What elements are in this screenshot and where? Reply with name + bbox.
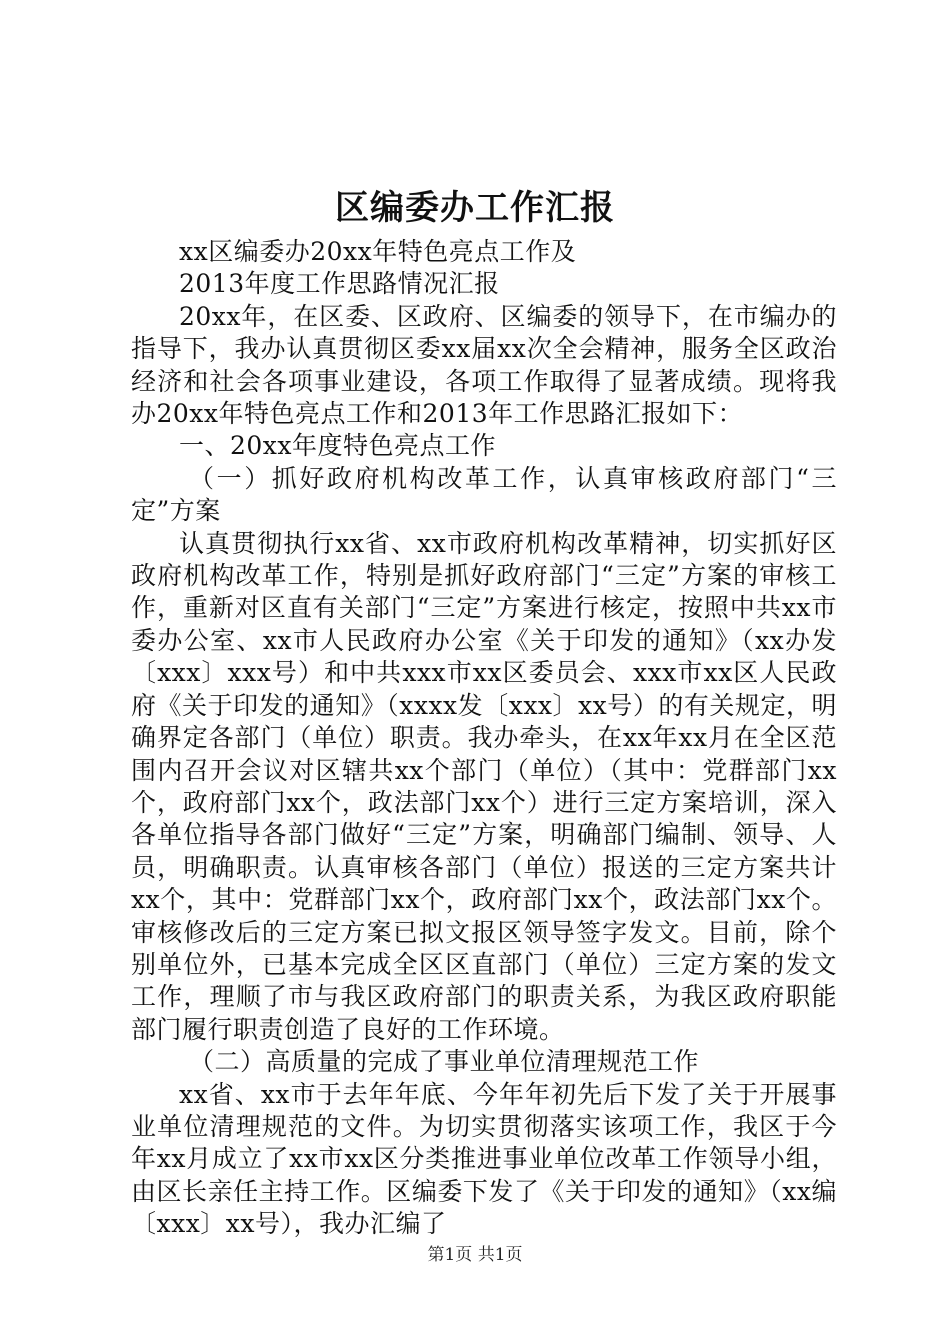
section-heading-1: 一、20xx年度特色亮点工作	[179, 431, 497, 461]
page-number-footer: 第1页 共1页	[427, 1245, 523, 1265]
body-paragraph-1: 认真贯彻执行xx省、xx市政府机构改革精神，切实抓好区政府机构改革工作，特别是抓好政府部门“三定”方案的审核工作，重新对区直有关部门“三定”方案进行核定，按照中共xx市委办公室、xx市人民政府办公室《关于印发的通知》（xx办发〔xxx〕xxx号）和中共xxx市xx区委员会、xxx市xx区人民政府《关于印发的通知》（xxxx发〔xxx〕xx号）的有关规定，明确界定各部门（单位）职责。我办牵头，在xx年xx月在全区范围内召开会议对区辖共xx个部门（单位）（其中：党群部门xx个，政府部门xx个，政法部门xx个）进行三定方案培训，深入各单位指导各部门做好“三定”方案，明确部门编制、领导、人员，明确职责。认真审核各部门（单位）报送的三定方案共计xx个，其中：党群部门xx个，政府部门xx个，政法部门xx个。审核修改后的三定方案已拟文报区领导签字发文。目前，除个别单位外，已基本完成全区区直部门（单位）三定方案的发文工作，理顺了市与我区政府部门的职责关系，为我区政府职能部门履行职责创造了良好的工作环境。	[131, 528, 837, 1044]
intro-paragraph: 20xx年，在区委、区政府、区编委的领导下，在市编办的指导下，我办认真贯彻区委xx届xx次全会精神，服务全区政治经济和社会各项事业建设，各项工作取得了显著成绩。现将我办20xx年特色亮点工作和2013年工作思路汇报如下：	[131, 301, 837, 429]
document-body	[131, 236, 837, 1241]
document-title: 区编委办工作汇报	[335, 188, 615, 228]
subtitle-line-1: xx区编委办20xx年特色亮点工作及	[179, 237, 577, 266]
body-paragraph-2: xx省、xx市于去年年底、今年年初先后下发了关于开展事业单位清理规范的文件。为切实贯彻落实该项工作，我区于今年xx月成立了xx市xx区分类推进事业单位改革工作领导小组，由区长亲任主持工作。区编委下发了《关于印发的通知》（xx编〔xxx〕xx号），我办汇编了	[131, 1079, 837, 1239]
subtitle-line-2: 2013年度工作思路情况汇报	[179, 269, 500, 299]
subsection-heading-2: （二）高质量的完成了事业单位清理规范工作	[189, 1047, 700, 1077]
subsection-heading-1: （一）抓好政府机构改革工作，认真审核政府部门“三定”方案	[131, 463, 837, 526]
